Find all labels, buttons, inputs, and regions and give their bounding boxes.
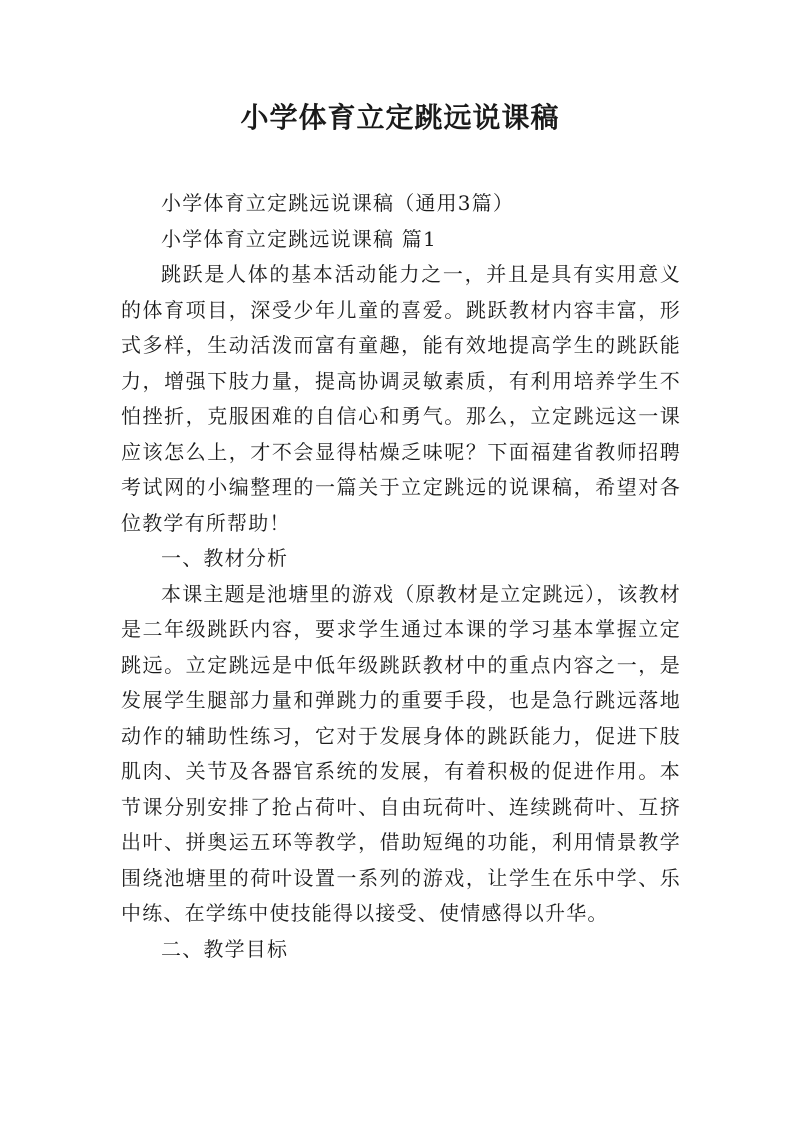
material-analysis-paragraph: 本课主题是池塘里的游戏（原教材是立定跳远），该教材是二年级跳跃内容，要求学生通过本课的学习基本掌握立定跳远。立定跳远是中低年级跳跃教材中的重点内容之一，是发展学生腿部力量和弹跳力的重要手段，也是急行跳远落地动作的辅助性练习，它对于发展身体的跳跃能力，促进下肢肌肉、关节及各器官系统的发展，有着积极的促进作用。本节课分别安排了抢占荷叶、自由玩荷叶、连续跳荷叶、互挤出叶、拼奥运五环等教学，借助短绳的功能，利用情景教学围绕池塘里的荷叶设置一系列的游戏，让学生在乐中学、乐中练、在学练中使技能得以接受、使情感得以升华。 xyxy=(121,581,681,925)
heading-material-analysis: 一、教材分析 xyxy=(161,546,289,570)
heading-teaching-goals: 二、教学目标 xyxy=(161,936,289,961)
document-title: 小学体育立定跳远说课稿 xyxy=(240,101,560,134)
intro-paragraph: 跳跃是人体的基本活动能力之一，并且是具有实用意义的体育项目，深受少年儿童的喜爱。跳跃教材内容丰富，形式多样，生动活泼而富有童趣，能有效地提高学生的跳跃能力，增强下肢力量，提高协调灵敏素质，有利用培养学生不怕挫折，克服困难的自信心和勇气。那么，立定跳远这一课应该怎么上，才不会显得枯燥乏味呢？下面福建省教师招聘考试网的小编整理的一篇关于立定跳远的说课稿，希望对各位教学有所帮助！ xyxy=(121,262,681,535)
section-heading-part-1: 小学体育立定跳远说课稿 篇1 xyxy=(161,226,437,251)
subtitle-paragraph: 小学体育立定跳远说课稿（通用3篇） xyxy=(161,191,515,215)
document-body xyxy=(121,186,681,967)
